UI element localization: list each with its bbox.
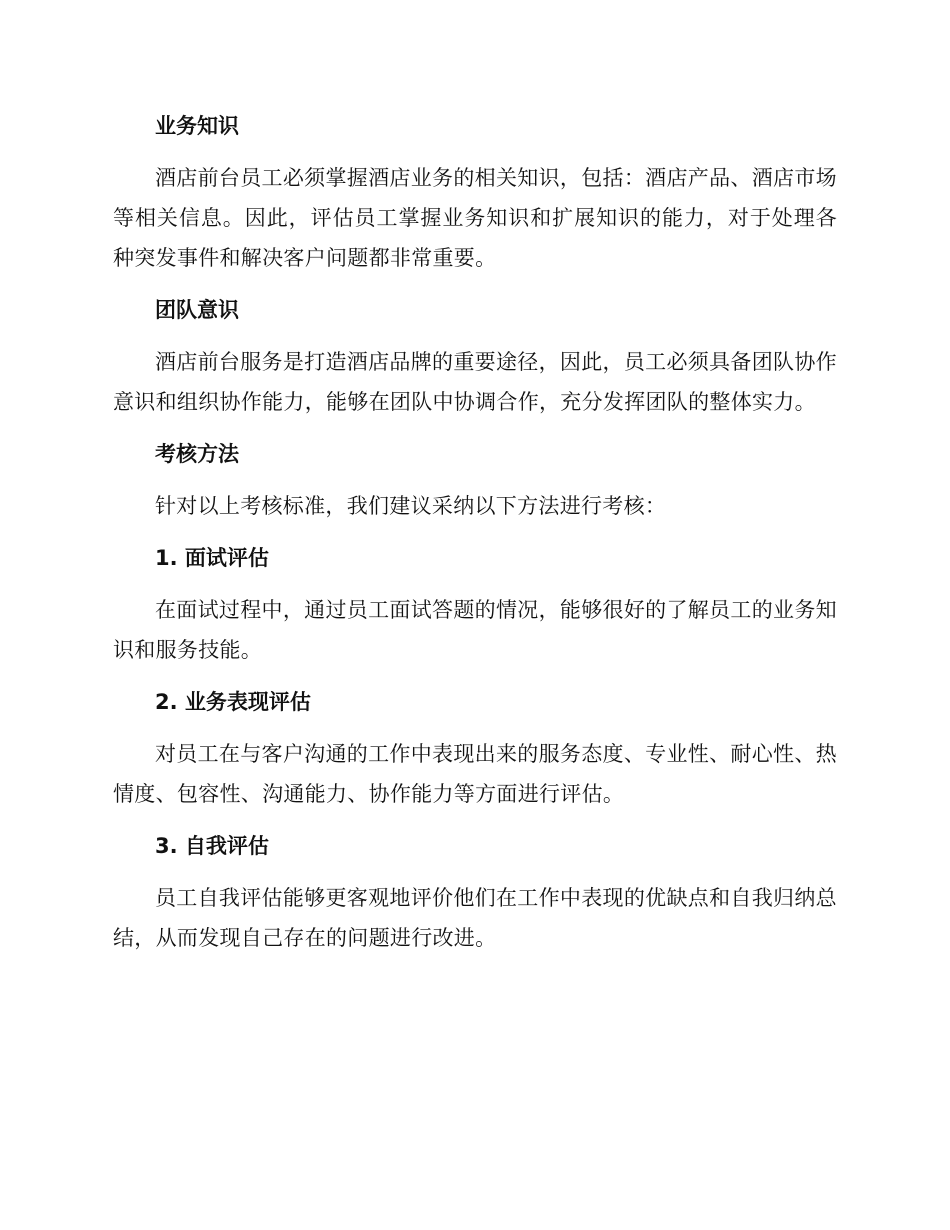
paragraph-interview-assessment: 在面试过程中，通过员工面试答题的情况，能够很好的了解员工的业务知识和服务技能。 — [113, 598, 837, 662]
paragraph-team-awareness: 酒店前台服务是打造酒店品牌的重要途径，因此，员工必须具备团队协作意识和组织协作能力，能够在团队中协调合作，充分发挥团队的整体实力。 — [113, 350, 837, 414]
heading-team-awareness: 团队意识 — [155, 298, 239, 322]
paragraph-assessment-methods: 针对以上考核标准，我们建议采纳以下方法进行考核： — [155, 494, 667, 518]
document-body — [113, 104, 837, 958]
heading-self-assessment: 3. 自我评估 — [155, 834, 269, 858]
paragraph-business-knowledge: 酒店前台员工必须掌握酒店业务的相关知识，包括：酒店产品、酒店市场等相关信息。因此，评估员工掌握业务知识和扩展知识的能力，对于处理各种突发事件和解决客户问题都非常重要。 — [113, 166, 837, 270]
heading-business-knowledge: 业务知识 — [155, 114, 239, 138]
heading-performance-assessment: 2. 业务表现评估 — [155, 690, 311, 714]
heading-interview-assessment: 1. 面试评估 — [155, 546, 269, 570]
heading-assessment-methods: 考核方法 — [155, 442, 239, 466]
paragraph-self-assessment: 员工自我评估能够更客观地评价他们在工作中表现的优缺点和自我归纳总结，从而发现自己存在的问题进行改进。 — [113, 886, 837, 950]
paragraph-performance-assessment: 对员工在与客户沟通的工作中表现出来的服务态度、专业性、耐心性、热情度、包容性、沟通能力、协作能力等方面进行评估。 — [113, 742, 837, 806]
